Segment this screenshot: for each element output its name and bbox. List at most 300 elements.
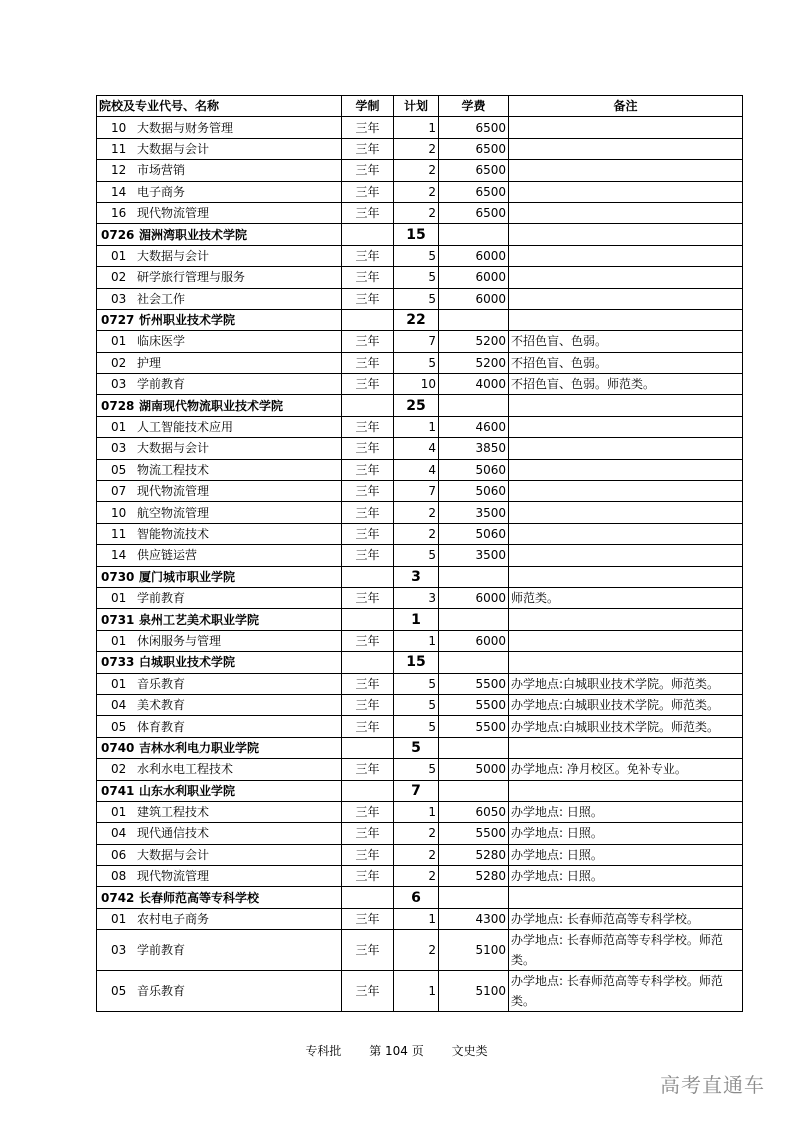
major-fee: 3500 [439, 502, 509, 523]
major-cell [97, 523, 342, 544]
major-plan: 2 [394, 138, 439, 159]
major-fee: 5200 [439, 331, 509, 352]
school-total-plan: 25 [394, 395, 439, 416]
major-note: 办学地点: 长春师范高等专科学校。师范类。 [509, 930, 743, 971]
school-fee-empty [439, 566, 509, 587]
major-duration: 三年 [342, 801, 394, 822]
major-code: 01 [111, 334, 127, 349]
major-cell [97, 971, 342, 1012]
major-plan: 2 [394, 930, 439, 971]
major-code: 02 [111, 355, 127, 370]
major-plan: 5 [394, 245, 439, 266]
major-code: 01 [111, 805, 127, 820]
major-plan: 1 [394, 416, 439, 437]
school-total-plan: 22 [394, 309, 439, 330]
major-cell [97, 438, 342, 459]
major-row [97, 160, 743, 181]
major-duration: 三年 [342, 523, 394, 544]
school-row [97, 887, 743, 908]
table-header-row [97, 96, 743, 117]
major-code: 08 [111, 869, 127, 884]
major-plan: 1 [394, 908, 439, 929]
major-cell [97, 502, 342, 523]
major-code: 11 [111, 141, 127, 156]
major-cell [97, 416, 342, 437]
major-plan: 7 [394, 481, 439, 502]
major-name: 临床医学 [137, 334, 186, 349]
major-code: 01 [111, 912, 127, 927]
school-code: 0733 [101, 655, 135, 670]
school-code: 0727 [101, 313, 135, 328]
major-cell [97, 245, 342, 266]
major-cell [97, 481, 342, 502]
major-plan: 4 [394, 459, 439, 480]
school-cell [97, 652, 342, 673]
major-note [509, 138, 743, 159]
major-code: 03 [111, 441, 127, 456]
major-row [97, 523, 743, 544]
major-name: 现代物流管理 [137, 206, 210, 221]
school-code: 0742 [101, 890, 135, 905]
major-cell [97, 352, 342, 373]
major-cell [97, 117, 342, 138]
major-plan: 1 [394, 117, 439, 138]
major-duration: 三年 [342, 759, 394, 780]
school-note-empty [509, 780, 743, 801]
major-note [509, 288, 743, 309]
major-duration: 三年 [342, 352, 394, 373]
major-duration: 三年 [342, 374, 394, 395]
school-duration-empty [342, 887, 394, 908]
major-note: 不招色盲、色弱。 [509, 352, 743, 373]
major-note [509, 245, 743, 266]
major-row [97, 971, 743, 1012]
school-fee-empty [439, 224, 509, 245]
major-code: 14 [111, 548, 127, 563]
page-footer [0, 1042, 793, 1059]
major-code: 05 [111, 984, 127, 999]
major-fee: 5500 [439, 673, 509, 694]
major-row [97, 138, 743, 159]
school-total-plan: 5 [394, 737, 439, 758]
major-fee: 5500 [439, 716, 509, 737]
major-row [97, 459, 743, 480]
major-name: 现代物流管理 [137, 869, 210, 884]
major-name: 现代物流管理 [137, 484, 210, 499]
major-fee: 4600 [439, 416, 509, 437]
school-code: 0731 [101, 612, 135, 627]
school-code: 0741 [101, 783, 135, 798]
enrollment-plan-table [96, 95, 743, 1012]
major-cell [97, 630, 342, 651]
major-code: 10 [111, 505, 127, 520]
major-cell [97, 759, 342, 780]
major-row [97, 908, 743, 929]
major-name: 航空物流管理 [137, 505, 210, 520]
major-fee: 6050 [439, 801, 509, 822]
major-name: 供应链运营 [137, 548, 198, 563]
major-name: 大数据与会计 [137, 248, 210, 263]
major-note: 办学地点: 长春师范高等专科学校。 [509, 908, 743, 929]
footer-page-number: 第 104 页 [369, 1044, 424, 1058]
major-note: 办学地点:白城职业技术学院。师范类。 [509, 694, 743, 715]
major-fee: 5000 [439, 759, 509, 780]
school-duration-empty [342, 309, 394, 330]
major-name: 建筑工程技术 [137, 805, 210, 820]
major-name: 休闲服务与管理 [137, 633, 222, 648]
major-cell [97, 331, 342, 352]
major-plan: 2 [394, 844, 439, 865]
major-plan: 2 [394, 823, 439, 844]
major-duration: 三年 [342, 866, 394, 887]
major-fee: 4300 [439, 908, 509, 929]
school-note-empty [509, 224, 743, 245]
school-code: 0740 [101, 740, 135, 755]
school-fee-empty [439, 887, 509, 908]
major-duration: 三年 [342, 181, 394, 202]
major-name: 智能物流技术 [137, 527, 210, 541]
major-duration: 三年 [342, 908, 394, 929]
major-plan: 1 [394, 801, 439, 822]
major-cell [97, 930, 342, 971]
school-note-empty [509, 887, 743, 908]
school-name: 山东水利职业学院 [139, 783, 236, 798]
major-code: 04 [111, 698, 127, 713]
major-cell [97, 138, 342, 159]
school-cell [97, 609, 342, 630]
major-name: 市场营销 [137, 163, 186, 178]
major-duration: 三年 [342, 673, 394, 694]
major-plan: 2 [394, 523, 439, 544]
major-cell [97, 801, 342, 822]
major-cell [97, 716, 342, 737]
major-note [509, 202, 743, 223]
major-cell [97, 160, 342, 181]
major-cell [97, 459, 342, 480]
major-plan: 2 [394, 202, 439, 223]
major-code: 04 [111, 826, 127, 841]
school-name: 长春师范高等专科学校 [139, 890, 260, 905]
major-note [509, 438, 743, 459]
major-row [97, 502, 743, 523]
major-name: 研学旅行管理与服务 [137, 270, 246, 285]
major-cell [97, 908, 342, 929]
major-fee: 6000 [439, 587, 509, 608]
major-duration: 三年 [342, 459, 394, 480]
major-fee: 5100 [439, 971, 509, 1012]
major-name: 现代通信技术 [137, 826, 210, 841]
school-name: 湄洲湾职业技术学院 [139, 227, 248, 242]
major-duration: 三年 [342, 416, 394, 437]
major-code: 01 [111, 676, 127, 691]
major-code: 11 [111, 527, 127, 541]
major-row [97, 694, 743, 715]
major-code: 01 [111, 420, 127, 435]
school-code: 0730 [101, 569, 135, 584]
major-cell [97, 844, 342, 865]
major-code: 03 [111, 943, 127, 958]
major-name: 音乐教育 [137, 984, 186, 999]
major-fee: 6000 [439, 245, 509, 266]
major-duration: 三年 [342, 267, 394, 288]
major-note: 师范类。 [509, 587, 743, 608]
footer-category: 文史类 [451, 1044, 488, 1058]
school-duration-empty [342, 737, 394, 758]
major-note [509, 459, 743, 480]
major-duration: 三年 [342, 502, 394, 523]
major-fee: 6000 [439, 267, 509, 288]
major-note: 办学地点: 日照。 [509, 844, 743, 865]
major-row [97, 438, 743, 459]
major-note: 不招色盲、色弱。 [509, 331, 743, 352]
major-row [97, 245, 743, 266]
major-fee: 5280 [439, 844, 509, 865]
major-row [97, 930, 743, 971]
major-plan: 2 [394, 502, 439, 523]
header-name: 院校及专业代号、名称 [97, 96, 342, 117]
major-note: 办学地点: 日照。 [509, 823, 743, 844]
major-name: 体育教育 [137, 719, 186, 734]
major-row [97, 716, 743, 737]
major-row [97, 630, 743, 651]
major-name: 农村电子商务 [137, 912, 210, 927]
major-note [509, 545, 743, 566]
school-cell [97, 780, 342, 801]
major-name: 学前教育 [137, 591, 186, 606]
major-row [97, 759, 743, 780]
major-duration: 三年 [342, 844, 394, 865]
major-note: 办学地点: 净月校区。免补专业。 [509, 759, 743, 780]
major-plan: 2 [394, 181, 439, 202]
school-row [97, 609, 743, 630]
major-row [97, 587, 743, 608]
major-note [509, 481, 743, 502]
major-fee: 5100 [439, 930, 509, 971]
major-name: 水利水电工程技术 [137, 762, 234, 777]
major-fee: 5060 [439, 459, 509, 480]
school-cell [97, 887, 342, 908]
major-name: 学前教育 [137, 943, 186, 958]
major-plan: 5 [394, 352, 439, 373]
major-duration: 三年 [342, 716, 394, 737]
school-note-empty [509, 652, 743, 673]
major-note [509, 181, 743, 202]
major-fee: 5060 [439, 523, 509, 544]
major-row [97, 823, 743, 844]
major-duration: 三年 [342, 138, 394, 159]
school-note-empty [509, 566, 743, 587]
major-duration: 三年 [342, 694, 394, 715]
major-plan: 5 [394, 759, 439, 780]
school-row [97, 309, 743, 330]
major-fee: 5500 [439, 694, 509, 715]
major-note: 不招色盲、色弱。师范类。 [509, 374, 743, 395]
school-fee-empty [439, 395, 509, 416]
school-row [97, 652, 743, 673]
footer-batch: 专科批 [305, 1044, 342, 1058]
school-fee-empty [439, 609, 509, 630]
school-name: 厦门城市职业学院 [139, 569, 236, 584]
major-code: 01 [111, 248, 127, 263]
major-plan: 2 [394, 866, 439, 887]
school-row [97, 737, 743, 758]
school-note-empty [509, 309, 743, 330]
school-row [97, 224, 743, 245]
school-cell [97, 224, 342, 245]
major-duration: 三年 [342, 438, 394, 459]
header-fee: 学费 [439, 96, 509, 117]
major-fee: 5280 [439, 866, 509, 887]
major-cell [97, 823, 342, 844]
school-duration-empty [342, 566, 394, 587]
major-code: 14 [111, 184, 127, 199]
major-fee: 4000 [439, 374, 509, 395]
major-name: 护理 [137, 355, 162, 370]
major-cell [97, 694, 342, 715]
major-row [97, 181, 743, 202]
major-fee: 6500 [439, 160, 509, 181]
school-name: 吉林水利电力职业学院 [139, 740, 260, 755]
school-cell [97, 566, 342, 587]
school-total-plan: 3 [394, 566, 439, 587]
major-row [97, 673, 743, 694]
major-fee: 6500 [439, 202, 509, 223]
major-note [509, 523, 743, 544]
major-row [97, 117, 743, 138]
school-fee-empty [439, 652, 509, 673]
major-duration: 三年 [342, 930, 394, 971]
major-cell [97, 866, 342, 887]
school-name: 白城职业技术学院 [139, 655, 236, 670]
major-code: 05 [111, 719, 127, 734]
major-cell [97, 587, 342, 608]
major-fee: 6500 [439, 138, 509, 159]
major-row [97, 416, 743, 437]
major-name: 社会工作 [137, 291, 186, 306]
header-plan: 计划 [394, 96, 439, 117]
school-name: 忻州职业技术学院 [139, 313, 236, 328]
major-row [97, 866, 743, 887]
major-note: 办学地点: 日照。 [509, 801, 743, 822]
major-fee: 3850 [439, 438, 509, 459]
school-name: 泉州工艺美术职业学院 [139, 612, 260, 627]
header-duration: 学制 [342, 96, 394, 117]
major-cell [97, 545, 342, 566]
major-note: 办学地点: 长春师范高等专科学校。师范类。 [509, 971, 743, 1012]
major-fee: 6000 [439, 288, 509, 309]
major-code: 07 [111, 484, 127, 499]
major-code: 03 [111, 291, 127, 306]
school-row [97, 780, 743, 801]
school-cell [97, 395, 342, 416]
major-note: 办学地点:白城职业技术学院。师范类。 [509, 716, 743, 737]
major-row [97, 352, 743, 373]
major-cell [97, 288, 342, 309]
major-row [97, 288, 743, 309]
major-code: 02 [111, 762, 127, 777]
major-note: 办学地点: 日照。 [509, 866, 743, 887]
major-fee: 6500 [439, 181, 509, 202]
major-plan: 10 [394, 374, 439, 395]
header-note: 备注 [509, 96, 743, 117]
major-plan: 4 [394, 438, 439, 459]
major-plan: 7 [394, 331, 439, 352]
school-cell [97, 737, 342, 758]
school-note-empty [509, 609, 743, 630]
school-note-empty [509, 737, 743, 758]
watermark: 高考直通车 [660, 1073, 765, 1097]
major-name: 美术教育 [137, 698, 186, 713]
major-code: 05 [111, 462, 127, 477]
school-duration-empty [342, 609, 394, 630]
school-total-plan: 15 [394, 224, 439, 245]
major-code: 10 [111, 120, 127, 135]
major-row [97, 202, 743, 223]
major-name: 大数据与会计 [137, 141, 210, 156]
major-row [97, 801, 743, 822]
major-plan: 1 [394, 630, 439, 651]
major-code: 01 [111, 591, 127, 606]
major-duration: 三年 [342, 971, 394, 1012]
school-total-plan: 15 [394, 652, 439, 673]
major-row [97, 374, 743, 395]
school-fee-empty [439, 737, 509, 758]
major-duration: 三年 [342, 481, 394, 502]
major-code: 06 [111, 847, 127, 862]
major-code: 16 [111, 206, 127, 221]
major-plan: 5 [394, 267, 439, 288]
school-name: 湖南现代物流职业技术学院 [139, 398, 284, 413]
major-duration: 三年 [342, 331, 394, 352]
major-fee: 5500 [439, 823, 509, 844]
major-code: 12 [111, 163, 127, 178]
major-plan: 5 [394, 716, 439, 737]
major-duration: 三年 [342, 160, 394, 181]
major-plan: 3 [394, 587, 439, 608]
major-cell [97, 374, 342, 395]
major-name: 大数据与会计 [137, 847, 210, 862]
school-code: 0728 [101, 398, 135, 413]
major-note: 办学地点:白城职业技术学院。师范类。 [509, 673, 743, 694]
major-name: 学前教育 [137, 377, 186, 392]
major-name: 音乐教育 [137, 676, 186, 691]
major-duration: 三年 [342, 823, 394, 844]
major-row [97, 545, 743, 566]
major-cell [97, 673, 342, 694]
major-row [97, 331, 743, 352]
major-fee: 6500 [439, 117, 509, 138]
major-plan: 5 [394, 673, 439, 694]
school-total-plan: 7 [394, 780, 439, 801]
major-fee: 5200 [439, 352, 509, 373]
school-duration-empty [342, 395, 394, 416]
major-duration: 三年 [342, 202, 394, 223]
major-row [97, 481, 743, 502]
major-code: 01 [111, 633, 127, 648]
major-name: 大数据与财务管理 [137, 120, 234, 135]
major-note [509, 117, 743, 138]
major-note [509, 416, 743, 437]
major-row [97, 267, 743, 288]
major-fee: 6000 [439, 630, 509, 651]
major-duration: 三年 [342, 587, 394, 608]
major-code: 02 [111, 270, 127, 285]
school-total-plan: 6 [394, 887, 439, 908]
major-cell [97, 202, 342, 223]
school-total-plan: 1 [394, 609, 439, 630]
major-plan: 5 [394, 288, 439, 309]
school-duration-empty [342, 652, 394, 673]
